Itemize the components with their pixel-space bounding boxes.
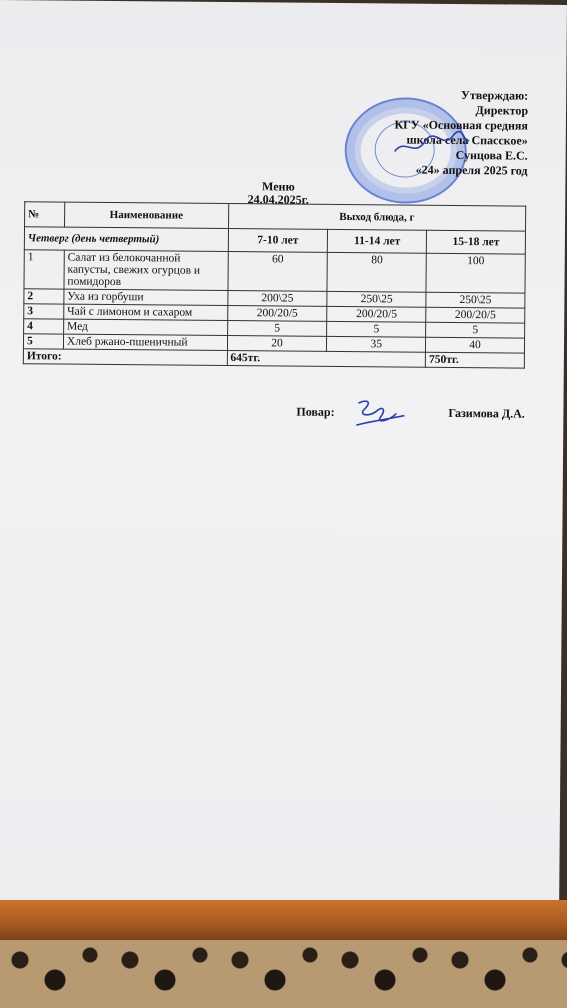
- total-label: Итого:: [23, 349, 227, 366]
- portion-value: 200/20/5: [327, 306, 426, 322]
- portion-value: 5: [426, 322, 525, 338]
- row-number: 4: [24, 319, 64, 334]
- approval-org-1: КГУ «Основная средняя: [394, 117, 528, 133]
- portion-value: 250\25: [327, 291, 426, 307]
- header-portion: Выход блюда, г: [228, 204, 526, 232]
- portion-value: 250\25: [426, 292, 525, 308]
- portion-value: 80: [327, 252, 426, 292]
- age-group: 11-14 лет: [328, 229, 427, 253]
- menu-date: 24.04.2025г.: [247, 192, 309, 207]
- portion-value: 200/20/5: [426, 307, 525, 323]
- portion-value: 200/20/5: [227, 305, 327, 321]
- row-number: 2: [24, 289, 64, 304]
- portion-value: 35: [327, 336, 426, 352]
- total-row: [23, 349, 524, 368]
- dish-name: Мед: [63, 319, 227, 335]
- menu-table: [23, 201, 526, 368]
- cook-label: Повар:: [296, 404, 335, 419]
- total-value-2: 750тг.: [425, 352, 524, 368]
- portion-value: 5: [327, 321, 426, 337]
- day-label: Четверг (день четвертый): [24, 227, 228, 252]
- portion-value: 100: [426, 253, 525, 293]
- leopard-fabric: [0, 940, 567, 1008]
- approval-position: Директор: [475, 103, 529, 118]
- header-name: Наименование: [64, 202, 228, 228]
- age-group: 15-18 лет: [426, 230, 525, 254]
- table-surface: [0, 900, 567, 940]
- approval-heading: Утверждаю:: [461, 88, 529, 103]
- row-number: 5: [23, 334, 63, 349]
- table-row: [24, 250, 525, 293]
- dish-name: Чай с лимоном и сахаром: [64, 304, 228, 320]
- portion-value: 40: [426, 337, 525, 353]
- approval-date: «24» апреля 2025 год: [415, 162, 528, 178]
- director-signature: [391, 127, 471, 162]
- row-number: 3: [24, 304, 64, 319]
- portion-value: 200\25: [227, 290, 327, 306]
- total-value-1: 645тг.: [227, 350, 426, 367]
- menu-title-text: Меню: [262, 179, 295, 194]
- dish-name: Салат из белокочанной капусты, свежих огурцов и помидоров: [64, 250, 228, 290]
- header-number: №: [25, 202, 65, 227]
- cook-name: Газимова Д.А.: [448, 405, 525, 421]
- age-group: 7-10 лет: [228, 228, 328, 252]
- dish-name: Уха из горбуши: [64, 289, 228, 305]
- approval-org-2: школа села Спасское»: [406, 132, 528, 148]
- portion-value: 20: [227, 335, 327, 351]
- dish-name: Хлеб ржано-пшеничный: [63, 334, 227, 350]
- approval-director-name: Сунцова Е.С.: [455, 147, 528, 163]
- row-number: 1: [24, 250, 64, 289]
- portion-value: 60: [228, 251, 328, 291]
- portion-value: 5: [227, 320, 327, 336]
- cook-signature: [352, 395, 406, 433]
